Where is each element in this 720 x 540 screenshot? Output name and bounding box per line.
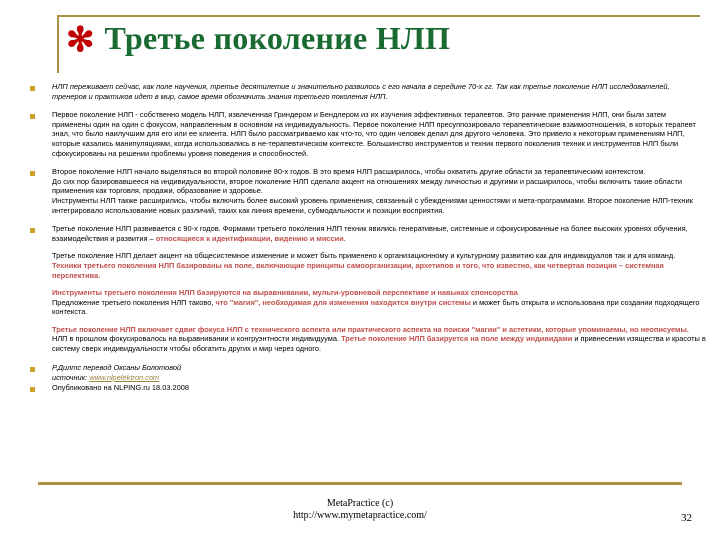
- published-line: Опубликовано на NLPING.ru 18.03.2008: [52, 382, 189, 392]
- bullet-block-4: [0, 224, 720, 354]
- author-line: Р.Дилтс перевод Оксаны Болотовой: [52, 362, 182, 372]
- run: Второе поколение НЛП начало выделяться во второй половине 80-х годов. В это время НЛП расширилось, чтобы охватить другие области за терапевтическим контекстом.: [52, 167, 646, 177]
- run: .: [343, 233, 346, 243]
- paragraph: [52, 110, 706, 158]
- slide-title: [66, 20, 696, 57]
- run: Первое поколение НЛП - собственно модель НЛП, извлеченная Гриндером и Бендлером из их изучения эффективных терапевтов. Это ранние применения НЛП, они были затем применены один на один с фокусом, направленным в основном на индивидуальность. Первое поколение НЛП пресуппозировало терапевтические взаимоотношения, в которых терапевт знал, что было наилучшим для его или ее клиента. НЛП было рассматриваемо как что-то, что один человек делал для другого человека. Это привело к некоторым применениям НЛП, которые казались манипуляциями, когда использовались в не-терапевтическом контексте. Большинство инструментов и техник первого поколения техник и инструментов НЛП были сфокусированы на решении проблемы уровня поведения и способностей.: [52, 110, 696, 158]
- run: и может быть открыта и использована при создании подходящего контекста.: [52, 297, 700, 317]
- run: Третье поколение НЛП делает акцент на общесистемное изменение и может быть применено к организационному и культурному развитию как для индивидуалов так и для команд.: [52, 251, 676, 261]
- published-block: [0, 383, 720, 393]
- highlighted-run: относящиеся к идентификации, видению и миссии: [155, 233, 344, 243]
- source-block: [0, 363, 720, 383]
- title-rule-top: [57, 15, 700, 17]
- footer-line-1: MetaPractice (c): [326, 498, 394, 509]
- page-number: 32: [681, 512, 692, 524]
- run: До сих пор базировавшееся на индивидуальности, второе поколение НЛП сделало акцент на отношениях между личностью и другими и расширилось, чтобы включить такие области применения как торговля, продажи, образование и здоровье.: [52, 176, 683, 196]
- square-bullet-icon: [30, 387, 35, 392]
- paragraph: [52, 298, 706, 317]
- highlighted-run: Инструменты третьего поколения НЛП базируются на выравнивании, мульти-уровневой перспективе и навыках спонсорства: [52, 288, 518, 298]
- paragraph: [52, 288, 706, 298]
- source-url-link[interactable]: www.nlpelektron.com: [89, 372, 160, 382]
- square-bullet-icon: [30, 171, 35, 176]
- square-bullet-icon: [30, 86, 35, 91]
- run: Инструменты НЛП также расширились, чтобы включить более высокий уровень применения, связанный с убеждениями ценностями и мета-программами. Второе поколение НЛП-техник интегрировало использование новых различий, таких как линия времени, субмодальности и позиции восприятия.: [52, 195, 693, 215]
- page-title: Третье поколение НЛП: [104, 20, 451, 56]
- source-label: источник:: [52, 372, 90, 382]
- footer-line-2: http://www.mymetapractice.com/: [293, 510, 427, 521]
- paragraph: [52, 224, 706, 243]
- highlighted-run: что "магия", необходимая для изменения находится внутри системы: [215, 297, 471, 307]
- bullet-block-1: [0, 82, 720, 101]
- title-rule-left: [57, 15, 59, 73]
- highlighted-run: Техники третьего поколения НЛП базированы на поле, включающие принципы самоорганизации, архетипов и того, что известно, как четвертая позиция – системная перспектива.: [52, 260, 664, 280]
- paragraph: [52, 251, 706, 280]
- run: Третье поколение НЛП развивается с 90-х годов. Формами третьего поколения НЛП техник явились генеративные, системные и сфокусированные на более высоких уровнях обучения, взаимодействия и развития –: [52, 224, 688, 243]
- asterisk-icon: ✻: [66, 22, 95, 59]
- run: и привнесении изящества и красоты в систему сверх индивидуальности чтобы обогатить других и мир через одного.: [52, 334, 706, 354]
- run: НЛП в прошлом фокусировалось на выравнивании и конгруэнтности индивидуума.: [52, 334, 342, 344]
- source-line: [52, 373, 706, 383]
- highlighted-run: Третье поколение НЛП включает сдвиг фокуса НЛП с технического аспекта или практического аспекта на поиски "магии" и астетики, которые упоминаемы, но неописуемы.: [52, 324, 689, 334]
- highlighted-run: Третье поколение НЛП базируется на поле между индивидами: [341, 334, 573, 344]
- slide-body: [0, 82, 720, 402]
- paragraph: [52, 177, 706, 196]
- square-bullet-icon: [30, 228, 35, 233]
- bullet-block-3: [0, 167, 720, 215]
- bullet-block-2: [0, 110, 720, 158]
- footer-divider: [38, 482, 682, 485]
- square-bullet-icon: [30, 367, 35, 372]
- paragraph: [52, 82, 706, 101]
- footer: [0, 498, 720, 522]
- paragraph: [52, 167, 706, 177]
- paragraph: [52, 196, 706, 215]
- square-bullet-icon: [30, 114, 35, 119]
- run: НЛП переживает сейчас, как поле научения, третье десятилетие и значительно развилось с его начала в середине 70-х гг. Так как третье поколение НЛП исследователей, тренеров и практиков идет в мир, самое время обозначить знания третьего поколения НЛП.: [52, 82, 670, 101]
- paragraph: [52, 325, 706, 354]
- run: Предложение третьего поколения НЛП таково,: [52, 297, 216, 307]
